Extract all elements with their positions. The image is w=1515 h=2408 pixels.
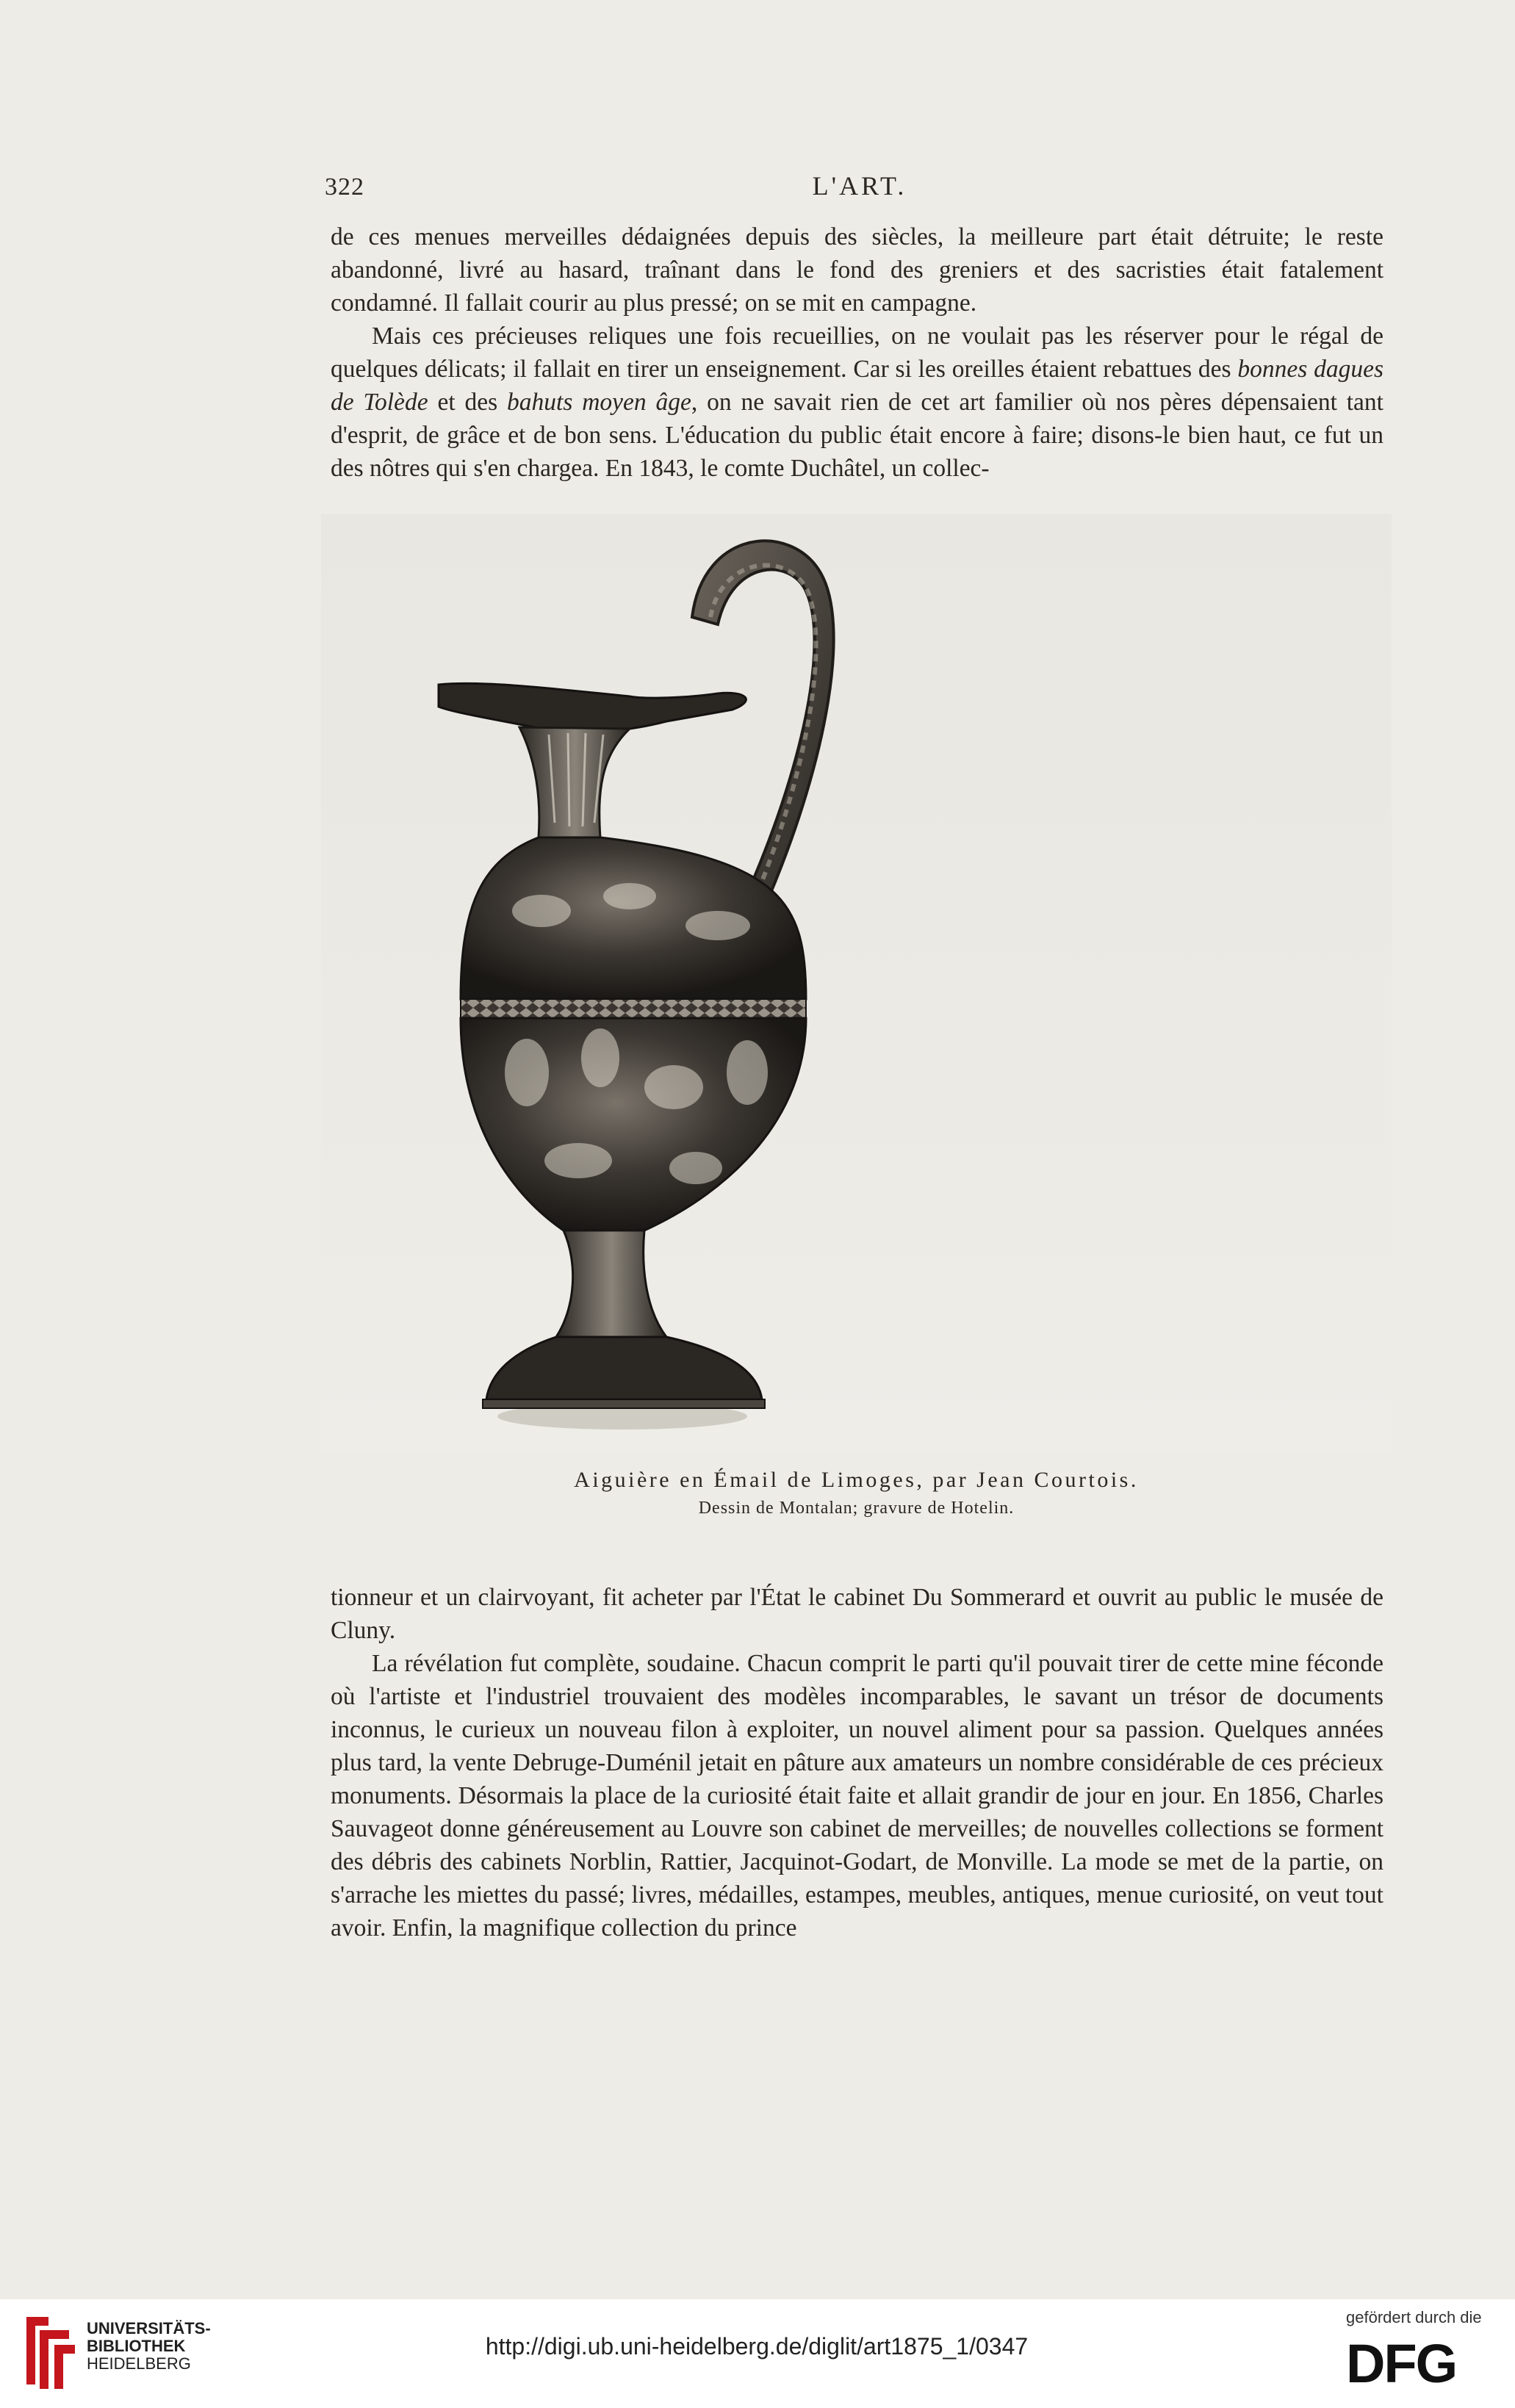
library-name-line: HEIDELBERG xyxy=(87,2354,191,2373)
text-run: Mais ces précieuses reliques une fois recueillies, on ne voulait pas les réserver pour le régal de quelques délicats; il fallait en tirer un enseignement. Car si les oreilles étaient rebattues des xyxy=(331,322,1383,383)
ewer-spout xyxy=(439,683,746,732)
text-line: condamné. Il fallait courir au plus pressé; on se mit en campagne. xyxy=(331,289,977,317)
funding-label: gefördert durch die xyxy=(1346,2308,1482,2326)
handle-ornament xyxy=(710,565,816,882)
university-library-logo-icon xyxy=(16,2313,79,2393)
text-line: abandonné, livré au hasard, traînant dans le fond des greniers et des sacristies était fatalement xyxy=(331,256,1383,284)
library-name-line: UNIVERSITÄTS- xyxy=(87,2319,211,2337)
ewer-foot-rim xyxy=(483,1399,765,1408)
ewer-stem xyxy=(556,1230,666,1337)
figure-caption-credit: Dessin de Montalan; gravure de Hotelin. xyxy=(698,1499,1015,1518)
italic-title: bahuts moyen âge xyxy=(507,389,691,416)
ewer-shoulder xyxy=(461,837,806,999)
library-name-line: BIBLIOTHEK xyxy=(87,2337,186,2355)
ewer-neck xyxy=(519,727,630,837)
text-line: de ces menues merveilles dédaignées depuis des siècles, la meilleure part était détruite; le reste xyxy=(331,223,1383,250)
paragraph: tionneur et un clairvoyant, fit acheter par l'État le cabinet Du Sommerard et ouvrit au public le musée de Cluny. xyxy=(331,1584,1383,1644)
library-name xyxy=(87,2320,211,2373)
dfg-logo: DFG xyxy=(1346,2333,1457,2394)
ewer-frieze-band xyxy=(461,999,806,1018)
paragraph xyxy=(331,320,1383,485)
text-top xyxy=(331,220,1383,485)
ewer-engraving xyxy=(321,514,1392,1454)
ewer-illustration xyxy=(321,514,1392,1454)
text-bottom xyxy=(331,1581,1383,1944)
source-url-link[interactable]: http://digi.ub.uni-heidelberg.de/diglit/art1875_1/0347 xyxy=(485,2333,1029,2360)
running-title: L'ART. xyxy=(812,171,907,201)
page-number: 322 xyxy=(325,173,364,201)
paragraph: La révélation fut complète, soudaine. Chacun comprit le parti qu'il pouvait tirer de cette mine féconde où l'artiste et l'industriel trouvaient des modèles incomparables, le savant un trésor de documents inconnus, le curieux un nouveau filon à exploiter, un nouvel aliment pour sa passion. Quelques années plus tard, la vente Debruge-Duménil jetait en pâture aux amateurs un nombre considérable de ces précieux monuments. Désormais la place de la curiosité était faite et allait grandir de jour en jour. En 1856, Charles Sauvageot donne généreusement au Louvre son cabinet de merveilles; de nouvelles collections se forment des débris des cabinets Norblin, Rattier, Jacquinot-Godart, de Monville. La mode se met de la partie, on s'arrache les miettes du passé; livres, médailles, estampes, meubles, antiques, menue curiosité, on veut tout avoir. Enfin, la magnifique collection du prince xyxy=(331,1650,1383,1942)
italic-title: bonnes dagues de Tolède xyxy=(331,356,1384,416)
ewer-foot xyxy=(486,1337,762,1399)
ewer-handle xyxy=(692,541,834,896)
text-run: , on ne savait rien de cet art familier où nos pères dépensaient tant d'esprit, de grâce et de bon sens. L'éducation du public était encore à faire; disons-le bien haut, ce fut un des nôtres qui s'en chargea. En 1843, le comte Duchâtel, un collec- xyxy=(331,389,1383,482)
text-run: et des xyxy=(428,389,508,416)
figure-caption-title: Aiguière en Émail de Limoges, par Jean Courtois. xyxy=(574,1468,1139,1492)
